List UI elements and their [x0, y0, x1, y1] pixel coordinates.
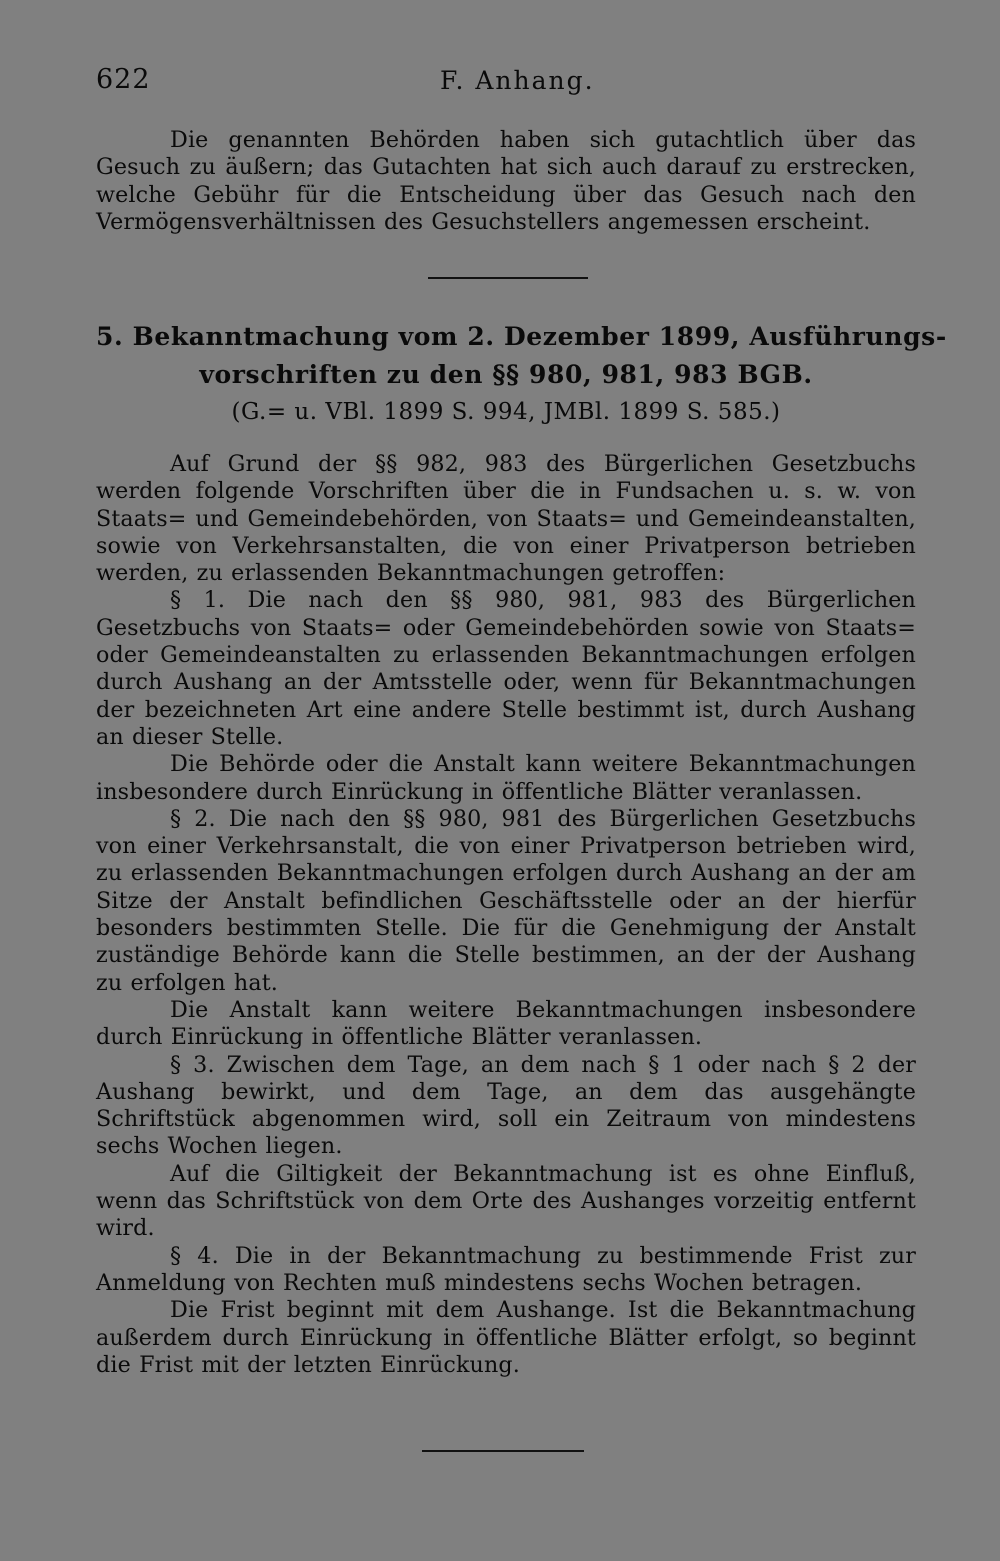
running-head: F. Anhang. — [440, 66, 595, 95]
section-source-citation: (G.= u. VBl. 1899 S. 994, JMBl. 1899 S. 585.) — [231, 399, 781, 425]
section-divider-top — [428, 277, 588, 279]
page-number: 622 — [96, 64, 151, 95]
section-heading-line-2: vorschriften zu den §§ 980, 981, 983 BGB. — [199, 360, 813, 389]
paragraph-section-1-addendum: Die Behörde oder die Anstalt kann weitere Bekanntmachungen insbesondere durch Einrückung in öffentliche Blätter veranlassen. — [96, 751, 916, 805]
paragraph-section-1: § 1. Die nach den §§ 980, 981, 983 des Bürgerlichen Gesetzbuchs von Staats= oder Gemeindebehörden sowie von Staats= oder Gemeindeanstalten zu erlassenden Bekanntmachungen erfolgen durch Aushang an der Amtsstelle oder, wenn für Bekanntmachungen der bezeichneten Art eine andere Stelle bestimmt ist, durch Aushang an dieser Stelle. — [96, 587, 916, 750]
intro-block — [96, 127, 916, 236]
paragraph-section-2-addendum: Die Anstalt kann weitere Bekanntmachungen insbesondere durch Einrückung in öffentliche Blätter veranlassen. — [96, 996, 916, 1051]
preamble-paragraph: Auf Grund der §§ 982, 983 des Bürgerlichen Gesetzbuchs werden folgende Vorschriften über die in Fundsachen u. s. w. von Staats= und Gemeindebehörden, von Staats= und Gemeindeanstalten, sowie von Verkehrsanstalten, die von einer Privatperson betrieben werden, zu erlassenden Bekanntmachungen getroffen: — [96, 451, 916, 587]
page-header — [96, 64, 916, 98]
section-divider-bottom — [422, 1450, 584, 1452]
section-heading-line-1: 5. Bekanntmachung vom 2. Dezember 1899, Ausführungs- — [96, 322, 947, 351]
paragraph-section-4-addendum: Die Frist beginnt mit dem Aushange. Ist die Bekanntmachung außerdem durch Einrückung in öffentliche Blätter erfolgt, so beginnt die Frist mit der letzten Einrückung. — [96, 1297, 916, 1378]
paragraph-section-3: § 3. Zwischen dem Tage, an dem nach § 1 oder nach § 2 der Aushang bewirkt, und dem Tage, an dem das ausgehängte Schriftstück abgenommen wird, soll ein Zeitraum von mindestens sechs Wochen liegen. — [96, 1051, 916, 1160]
section-heading — [96, 318, 947, 427]
section-body — [96, 451, 916, 1379]
paragraph-section-2: § 2. Die nach den §§ 980, 981 des Bürgerlichen Gesetzbuchs von einer Verkehrsanstalt, die von einer Privatperson betrieben wird, zu erlassenden Bekanntmachungen erfolgen durch Aushang an der am Sitze der Anstalt befindlichen Geschäftsstelle oder an der hierfür besonders bestimmten Stelle. Die für die Genehmigung der Anstalt zuständige Behörde kann die Stelle bestimmen, an der der Aushang zu erfolgen hat. — [96, 805, 916, 996]
paragraph-section-4: § 4. Die in der Bekanntmachung zu bestimmende Frist zur Anmeldung von Rechten muß mindestens sechs Wochen betragen. — [96, 1242, 916, 1296]
paragraph-section-3-addendum: Auf die Giltigkeit der Bekanntmachung ist es ohne Einfluß, wenn das Schriftstück von dem Orte des Aushanges vorzeitig entfernt wird. — [96, 1160, 916, 1242]
intro-paragraph: Die genannten Behörden haben sich gutachtlich über das Gesuch zu äußern; das Gutachten hat sich auch darauf zu erstrecken, welche Gebühr für die Entscheidung über das Gesuch nach den Vermögensverhältnissen des Gesuchstellers angemessen erscheint. — [96, 127, 916, 235]
